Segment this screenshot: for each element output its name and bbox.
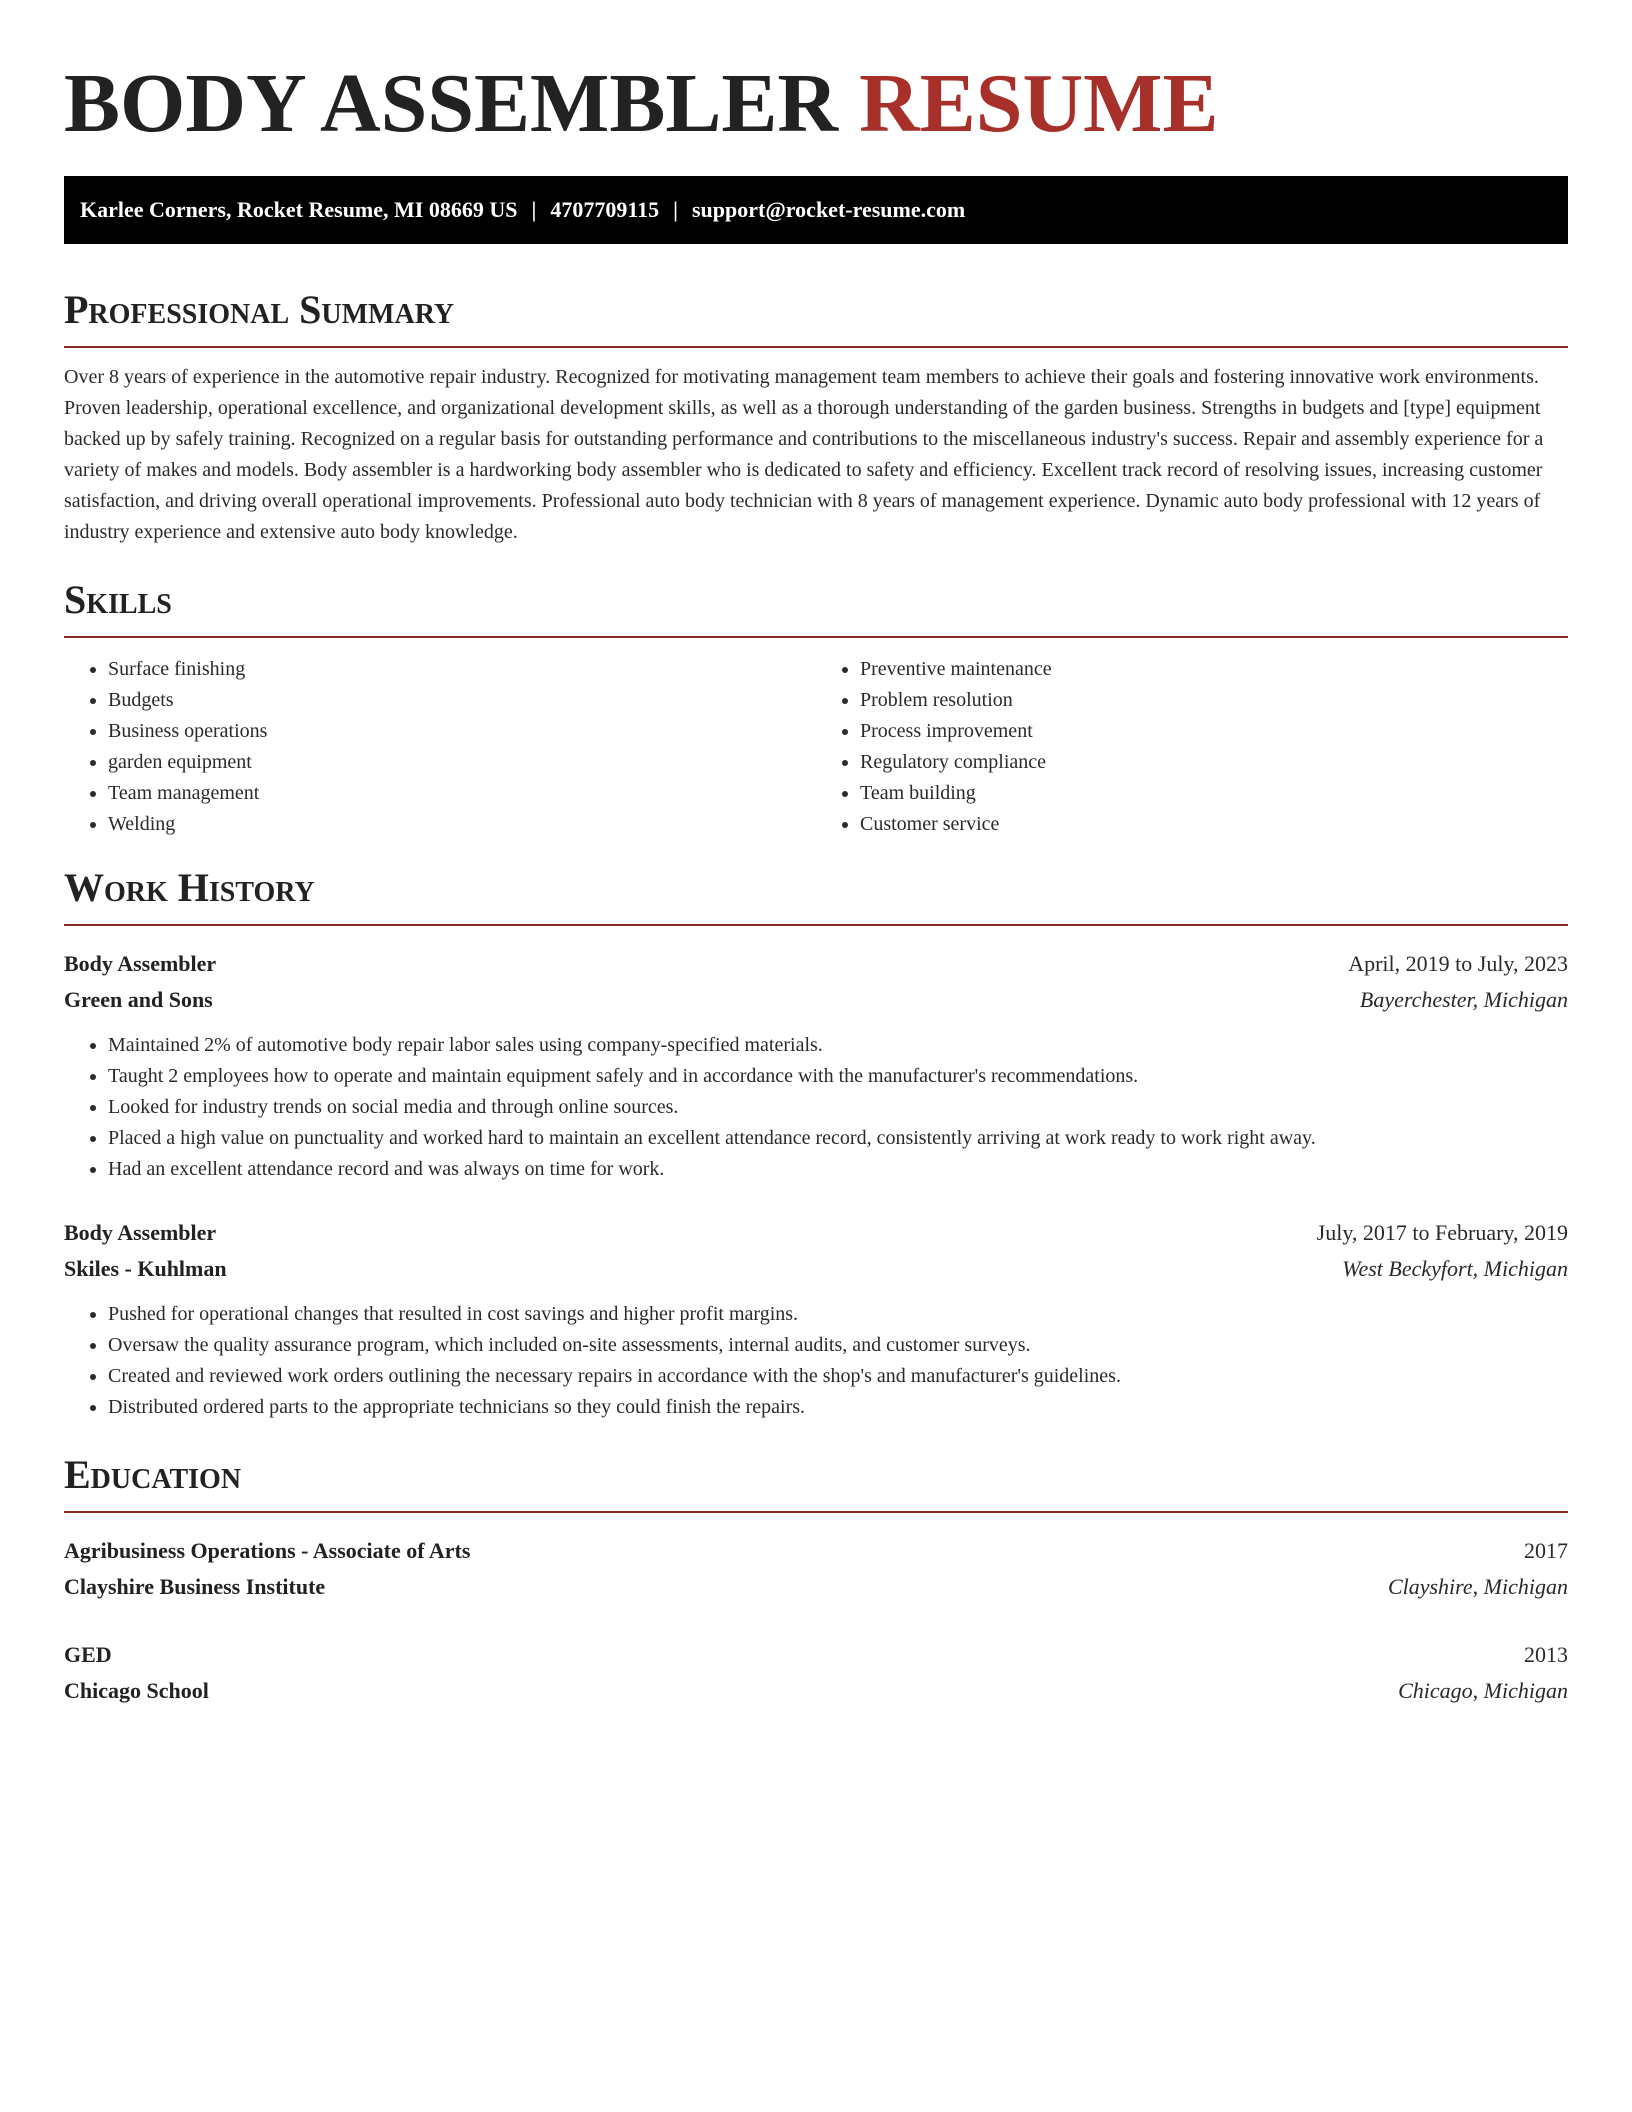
job-bullet: • Created and reviewed work orders outlining the necessary repairs in accordance with the shop's and manufacturer's guidelines. (108, 1361, 1568, 1392)
skills-heading: Skills (64, 577, 172, 622)
section-divider (64, 924, 1568, 926)
education-entry (64, 1533, 1568, 1605)
education-degree-row (64, 1637, 1568, 1673)
education-location: Chicago, Michigan (1398, 1678, 1568, 1703)
skill-item: • Welding (108, 809, 816, 840)
title-main: BODY ASSEMBLER (64, 57, 860, 150)
skill-item: • Process improvement (860, 716, 1568, 747)
job-company: Green and Sons (64, 987, 213, 1012)
section-divider (64, 1511, 1568, 1513)
contact-address: Karlee Corners, Rocket Resume, MI 08669 US (80, 197, 518, 222)
skill-item: • garden equipment (108, 747, 816, 778)
skill-item: • Team building (860, 778, 1568, 809)
skill-item: • Business operations (108, 716, 816, 747)
education-school-row (64, 1569, 1568, 1605)
title-accent: RESUME (859, 57, 1219, 150)
skill-item: • Team management (108, 778, 816, 809)
skill-item: • Budgets (108, 685, 816, 716)
job-bullet: • Looked for industry trends on social media and through online sources. (108, 1092, 1568, 1123)
job-company-row (64, 1251, 1568, 1287)
skill-item: • Customer service (860, 809, 1568, 840)
job-location: Bayerchester, Michigan (1359, 987, 1568, 1012)
education-year: 2013 (1524, 1642, 1568, 1667)
education-school: Chicago School (64, 1678, 209, 1703)
job-bullet: • Taught 2 employees how to operate and maintain equipment safely and in accordance with the manufacturer's recommendations. (108, 1061, 1568, 1092)
summary-text: Over 8 years of experience in the automotive repair industry. Recognized for motivating management team members to achieve their goals and fostering innovative work environments. Proven leadership, operational excellence, and organizational development skills, as well as a thorough understanding of the garden business. Strengths in budgets and [type] equipment backed up by safely training. Recognized on a regular basis for outstanding performance and contributions to the miscellaneous industry's success. Repair and assembly experience for a variety of makes and models. Body assembler is a hardworking body assembler who is dedicated to safety and efficiency. Excellent track record of resolving issues, increasing customer satisfaction, and driving overall operational improvements. Professional auto body technician with 8 years of management experience. Dynamic auto body professional with 12 years of industry experience and extensive auto body knowledge. (64, 366, 1544, 543)
job-entry (64, 1215, 1568, 1423)
job-bullet: • Had an excellent attendance record and was always on time for work. (108, 1154, 1568, 1185)
education-school: Clayshire Business Institute (64, 1574, 326, 1599)
job-bullets (64, 1030, 1568, 1185)
job-bullet: • Placed a high value on punctuality and worked hard to maintain an excellent attendance record, consistently arriving at work ready to work right away. (108, 1123, 1568, 1154)
resume-title (64, 56, 1568, 152)
summary-heading: Professional Summary (64, 287, 455, 332)
job-bullet: • Distributed ordered parts to the appropriate technicians so they could finish the repairs. (108, 1392, 1568, 1423)
contact-separator: | (531, 197, 537, 222)
job-title: Body Assembler (64, 951, 217, 976)
education-degree: Agribusiness Operations - Associate of Arts (64, 1538, 471, 1563)
education-year: 2017 (1524, 1538, 1568, 1563)
contact-bar (64, 176, 1568, 244)
job-bullets (64, 1299, 1568, 1423)
skill-item: • Regulatory compliance (860, 747, 1568, 778)
education-school-row (64, 1673, 1568, 1709)
job-bullet: • Maintained 2% of automotive body repair labor sales using company-specified materials. (108, 1030, 1568, 1061)
job-bullet: • Oversaw the quality assurance program, which included on-site assessments, internal audits, and customer surveys. (108, 1330, 1568, 1361)
education-degree: GED (64, 1642, 112, 1667)
contact-phone: 4707709115 (550, 197, 660, 222)
work-history-heading: Work History (64, 865, 315, 910)
job-company-row (64, 982, 1568, 1018)
job-entry (64, 946, 1568, 1185)
job-bullet: • Pushed for operational changes that resulted in cost savings and higher profit margins. (108, 1299, 1568, 1330)
contact-email: support@rocket-resume.com (691, 197, 966, 222)
job-title-row (64, 946, 1568, 982)
section-divider (64, 346, 1568, 348)
skills-column-left (64, 654, 816, 840)
job-location: West Beckyfort, Michigan (1342, 1256, 1568, 1281)
education-heading: Education (64, 1452, 242, 1497)
skills-list (64, 654, 1568, 840)
skills-column-right (816, 654, 1568, 840)
job-title-row (64, 1215, 1568, 1251)
contact-separator: | (673, 197, 678, 222)
job-dates: July, 2017 to February, 2019 (1316, 1220, 1568, 1245)
education-entry (64, 1637, 1568, 1709)
education-degree-row (64, 1533, 1568, 1569)
skill-item: • Preventive maintenance (860, 654, 1568, 685)
section-divider (64, 636, 1568, 638)
skill-item: • Surface finishing (108, 654, 816, 685)
job-company: Skiles - Kuhlman (64, 1256, 227, 1281)
skill-item: • Problem resolution (860, 685, 1568, 716)
job-dates: April, 2019 to July, 2023 (1348, 951, 1568, 976)
job-title: Body Assembler (64, 1220, 217, 1245)
education-location: Clayshire, Michigan (1387, 1574, 1568, 1599)
